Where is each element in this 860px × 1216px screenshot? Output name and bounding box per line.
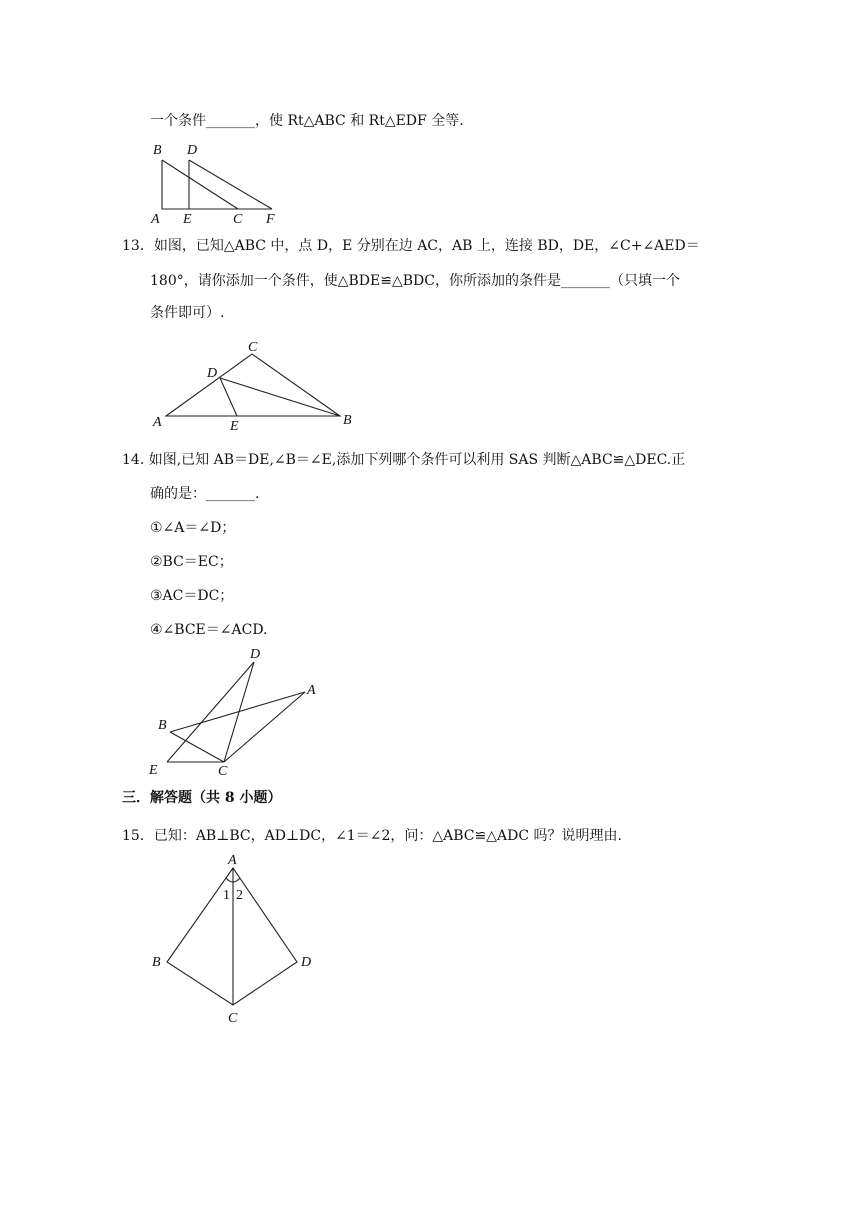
q15-label-b: B — [152, 955, 161, 970]
q13-label-b: B — [343, 413, 352, 428]
q12-label-d: D — [187, 143, 198, 158]
q15-angle-2: 2 — [236, 888, 243, 903]
q12-label-e: E — [183, 212, 192, 227]
q12-label-a: A — [151, 212, 160, 227]
q13-label-a: A — [153, 415, 162, 430]
q12-label-b: B — [153, 143, 162, 158]
q15-angle-1: 1 — [223, 888, 230, 903]
q14-option-2: ②BC＝EC； — [150, 554, 233, 570]
q13-label-c: C — [248, 340, 258, 355]
q15-diagram-lines — [167, 868, 297, 1005]
q15-line-1: 15．已知：AB⊥BC，AD⊥DC，∠1＝∠2，问：△ABC≌△ADC 吗？说明理由. — [122, 828, 622, 844]
q12-label-c: C — [233, 212, 243, 227]
q14-line-2: 确的是：_______. — [150, 486, 260, 502]
q14-label-d: D — [250, 647, 261, 662]
q13-label-d: D — [207, 366, 218, 381]
q14-option-1: ①∠A＝∠D； — [150, 520, 236, 536]
q13-line-3: 条件即可）. — [150, 305, 225, 321]
q13-label-e: E — [230, 419, 239, 434]
q15-label-d: D — [301, 955, 312, 970]
q14-option-4: ④∠BCE＝∠ACD. — [150, 622, 268, 638]
section-heading: 三．解答题（共 8 小题） — [122, 790, 282, 806]
q14-line-1: 14. 如图,已知 AB＝DE,∠B＝∠E,添加下列哪个条件可以利用 SAS 判断△ABC≌△DEC.正 — [122, 452, 686, 468]
q15-label-a: A — [228, 853, 237, 868]
q13-line-1: 13．如图，已知△ABC 中，点 D，E 分别在边 AC，AB 上，连接 BD，DE，∠C+∠AED＝ — [122, 238, 700, 254]
q13-line-2: 180°，请你添加一个条件，使△BDE≌△BDC，你所添加的条件是_______（只填一个 — [150, 273, 680, 289]
q12-label-f: F — [266, 212, 275, 227]
q12-text: 一个条件_______，使 Rt△ABC 和 Rt△EDF 全等. — [150, 113, 464, 129]
q14-label-c: C — [218, 764, 228, 779]
q14-label-b: B — [158, 718, 167, 733]
q14-option-3: ③AC＝DC； — [150, 588, 234, 604]
q15-label-c: C — [228, 1011, 238, 1026]
q14-label-e: E — [149, 763, 158, 778]
q14-label-a: A — [307, 683, 316, 698]
